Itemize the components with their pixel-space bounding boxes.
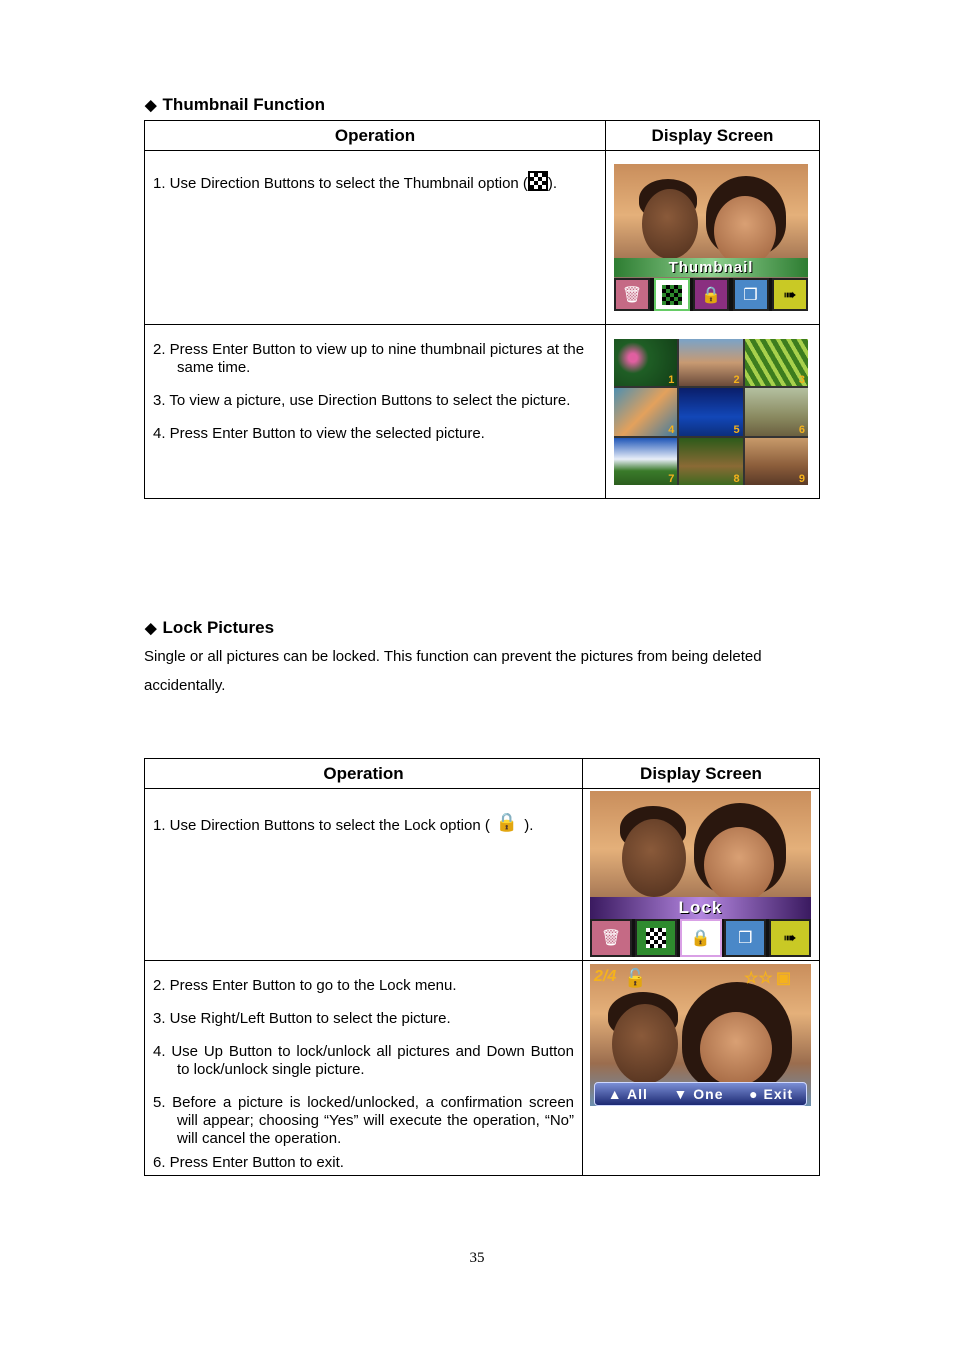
exit-icon: ➠ <box>769 919 811 957</box>
slideshow-icon: ❒ <box>733 278 769 311</box>
slideshow-icon: ❒ <box>724 919 766 957</box>
thumbnail-menu-icons <box>614 278 808 311</box>
lock-icon: 🔒 <box>693 278 729 311</box>
thumbnail-tile <box>679 438 742 485</box>
diamond-bullet-icon: ◆ <box>145 97 157 114</box>
photo-face-left <box>642 189 698 259</box>
camera-icon: ▣ <box>776 970 792 987</box>
lock-one-option[interactable]: ▼ One <box>673 1086 724 1102</box>
thumbnail-icon <box>528 171 548 191</box>
lock-options-bar <box>594 1082 807 1106</box>
picture-counter: 2/4 <box>594 968 617 985</box>
thumbnail-screen-cell <box>606 151 820 325</box>
thumbnail-tile <box>745 438 808 485</box>
rating-stars-icon: ☆☆ <box>744 970 773 987</box>
photo-face-left <box>622 819 686 897</box>
lock-steps-cell <box>145 961 583 1176</box>
thumbnail-heading <box>145 95 325 115</box>
exit-icon: ➠ <box>772 278 808 311</box>
lock-exit-label: Exit <box>763 1086 794 1102</box>
thumbnail-menu-screen <box>614 164 808 311</box>
col-operation: Operation <box>145 759 583 789</box>
thumbnail-tile <box>614 339 677 386</box>
thumbnail-menu-label: Thumbnail <box>614 258 808 277</box>
lock-step-4: 4. Use Up Button to lock/unlock all pictures and Down Button to lock/unlock single picture. <box>153 1043 574 1078</box>
thumbnail-step-3: 3. To view a picture, use Direction Buttons to select the picture. <box>153 392 571 409</box>
lock-step-6: 6. Press Enter Button to exit. <box>153 1154 344 1171</box>
thumbnail-tile <box>614 438 677 485</box>
thumbnail-step-4: 4. Press Enter Button to view the selected picture. <box>153 425 485 442</box>
lock-step-1-text: 1. Use Direction Buttons to select the Lock option ( <box>153 817 490 834</box>
tile-number: 6 <box>798 423 805 436</box>
thumbnail-grid-screen <box>614 339 808 485</box>
lock-step-2: 2. Press Enter Button to go to the Lock menu. <box>153 977 457 994</box>
photo-face-right <box>704 827 774 903</box>
lock-step-3: 3. Use Right/Left Button to select the picture. <box>153 1010 451 1027</box>
lock-icon: 🔒 <box>495 812 519 832</box>
col-display-screen: Display Screen <box>583 759 820 789</box>
thumbnail-tile <box>679 339 742 386</box>
tile-number: 7 <box>668 472 675 485</box>
tile-number: 5 <box>733 423 740 436</box>
lock-menu-icons <box>590 919 811 957</box>
thumbnail-grid-icon <box>654 278 690 311</box>
lock-exit-option[interactable]: ● Exit <box>749 1086 794 1102</box>
lock-confirm-screen-cell <box>583 961 820 1176</box>
photo-face-left <box>612 1004 678 1084</box>
lock-intro: Single or all pictures can be locked. This function can prevent the pictures from being deleted accidentally. <box>144 648 762 694</box>
tile-number: 9 <box>798 472 805 485</box>
lock-menu-screen <box>590 791 811 957</box>
lock-step-5: 5. Before a picture is locked/unlocked, a confirmation screen will appear; choosing “Yes” will execute the operation, “No” will cancel the operation. <box>153 1094 574 1147</box>
trash-icon: 🗑 <box>614 278 650 311</box>
lock-table <box>144 758 820 1176</box>
lock-menu-select-screen <box>590 964 811 1130</box>
lock-all-label: All <box>627 1086 648 1102</box>
unlock-status-icon: 🔓 <box>624 968 647 988</box>
tile-number: 3 <box>798 374 805 387</box>
lock-heading-text: Lock Pictures <box>162 618 275 637</box>
thumbnail-grid-icon <box>635 919 677 957</box>
photo-face-right <box>714 196 776 266</box>
tile-number: 2 <box>733 374 740 387</box>
lock-all-option[interactable]: ▲ All <box>607 1086 648 1102</box>
thumbnail-tile <box>745 388 808 435</box>
lock-step-1-cell <box>145 789 583 961</box>
lock-heading <box>145 618 274 638</box>
thumbnail-heading-text: Thumbnail Function <box>162 95 325 114</box>
lock-icon: 🔒 <box>680 919 722 957</box>
thumbnail-tile <box>745 339 808 386</box>
thumbnail-step-1-text-end: ). <box>547 175 558 192</box>
diamond-bullet-icon: ◆ <box>145 620 157 637</box>
thumbnail-steps-cell <box>145 325 606 499</box>
col-display-screen: Display Screen <box>606 121 820 151</box>
lock-one-label: One <box>693 1086 724 1102</box>
thumbnail-tile <box>614 388 677 435</box>
thumbnail-table <box>144 120 820 499</box>
photo-face-right <box>700 1012 772 1086</box>
thumbnail-grid-screen-cell <box>606 325 820 499</box>
thumbnail-step-1-text: 1. Use Direction Buttons to select the Thumbnail option ( <box>153 175 528 192</box>
thumbnail-tile <box>679 388 742 435</box>
tile-number: 4 <box>668 423 675 436</box>
tile-number: 1 <box>668 374 675 387</box>
lock-screen-cell <box>583 789 820 961</box>
lock-menu-label: Lock <box>590 897 811 919</box>
lock-step-1-text-end: ). <box>524 817 534 834</box>
col-operation: Operation <box>145 121 606 151</box>
thumbnail-step-1-cell <box>145 151 606 325</box>
tile-number: 8 <box>733 472 740 485</box>
thumbnail-step-2: 2. Press Enter Button to view up to nine thumbnail pictures at the same time. <box>153 341 585 376</box>
trash-icon: 🗑 <box>590 919 632 957</box>
page-number: 35 <box>469 1250 485 1266</box>
